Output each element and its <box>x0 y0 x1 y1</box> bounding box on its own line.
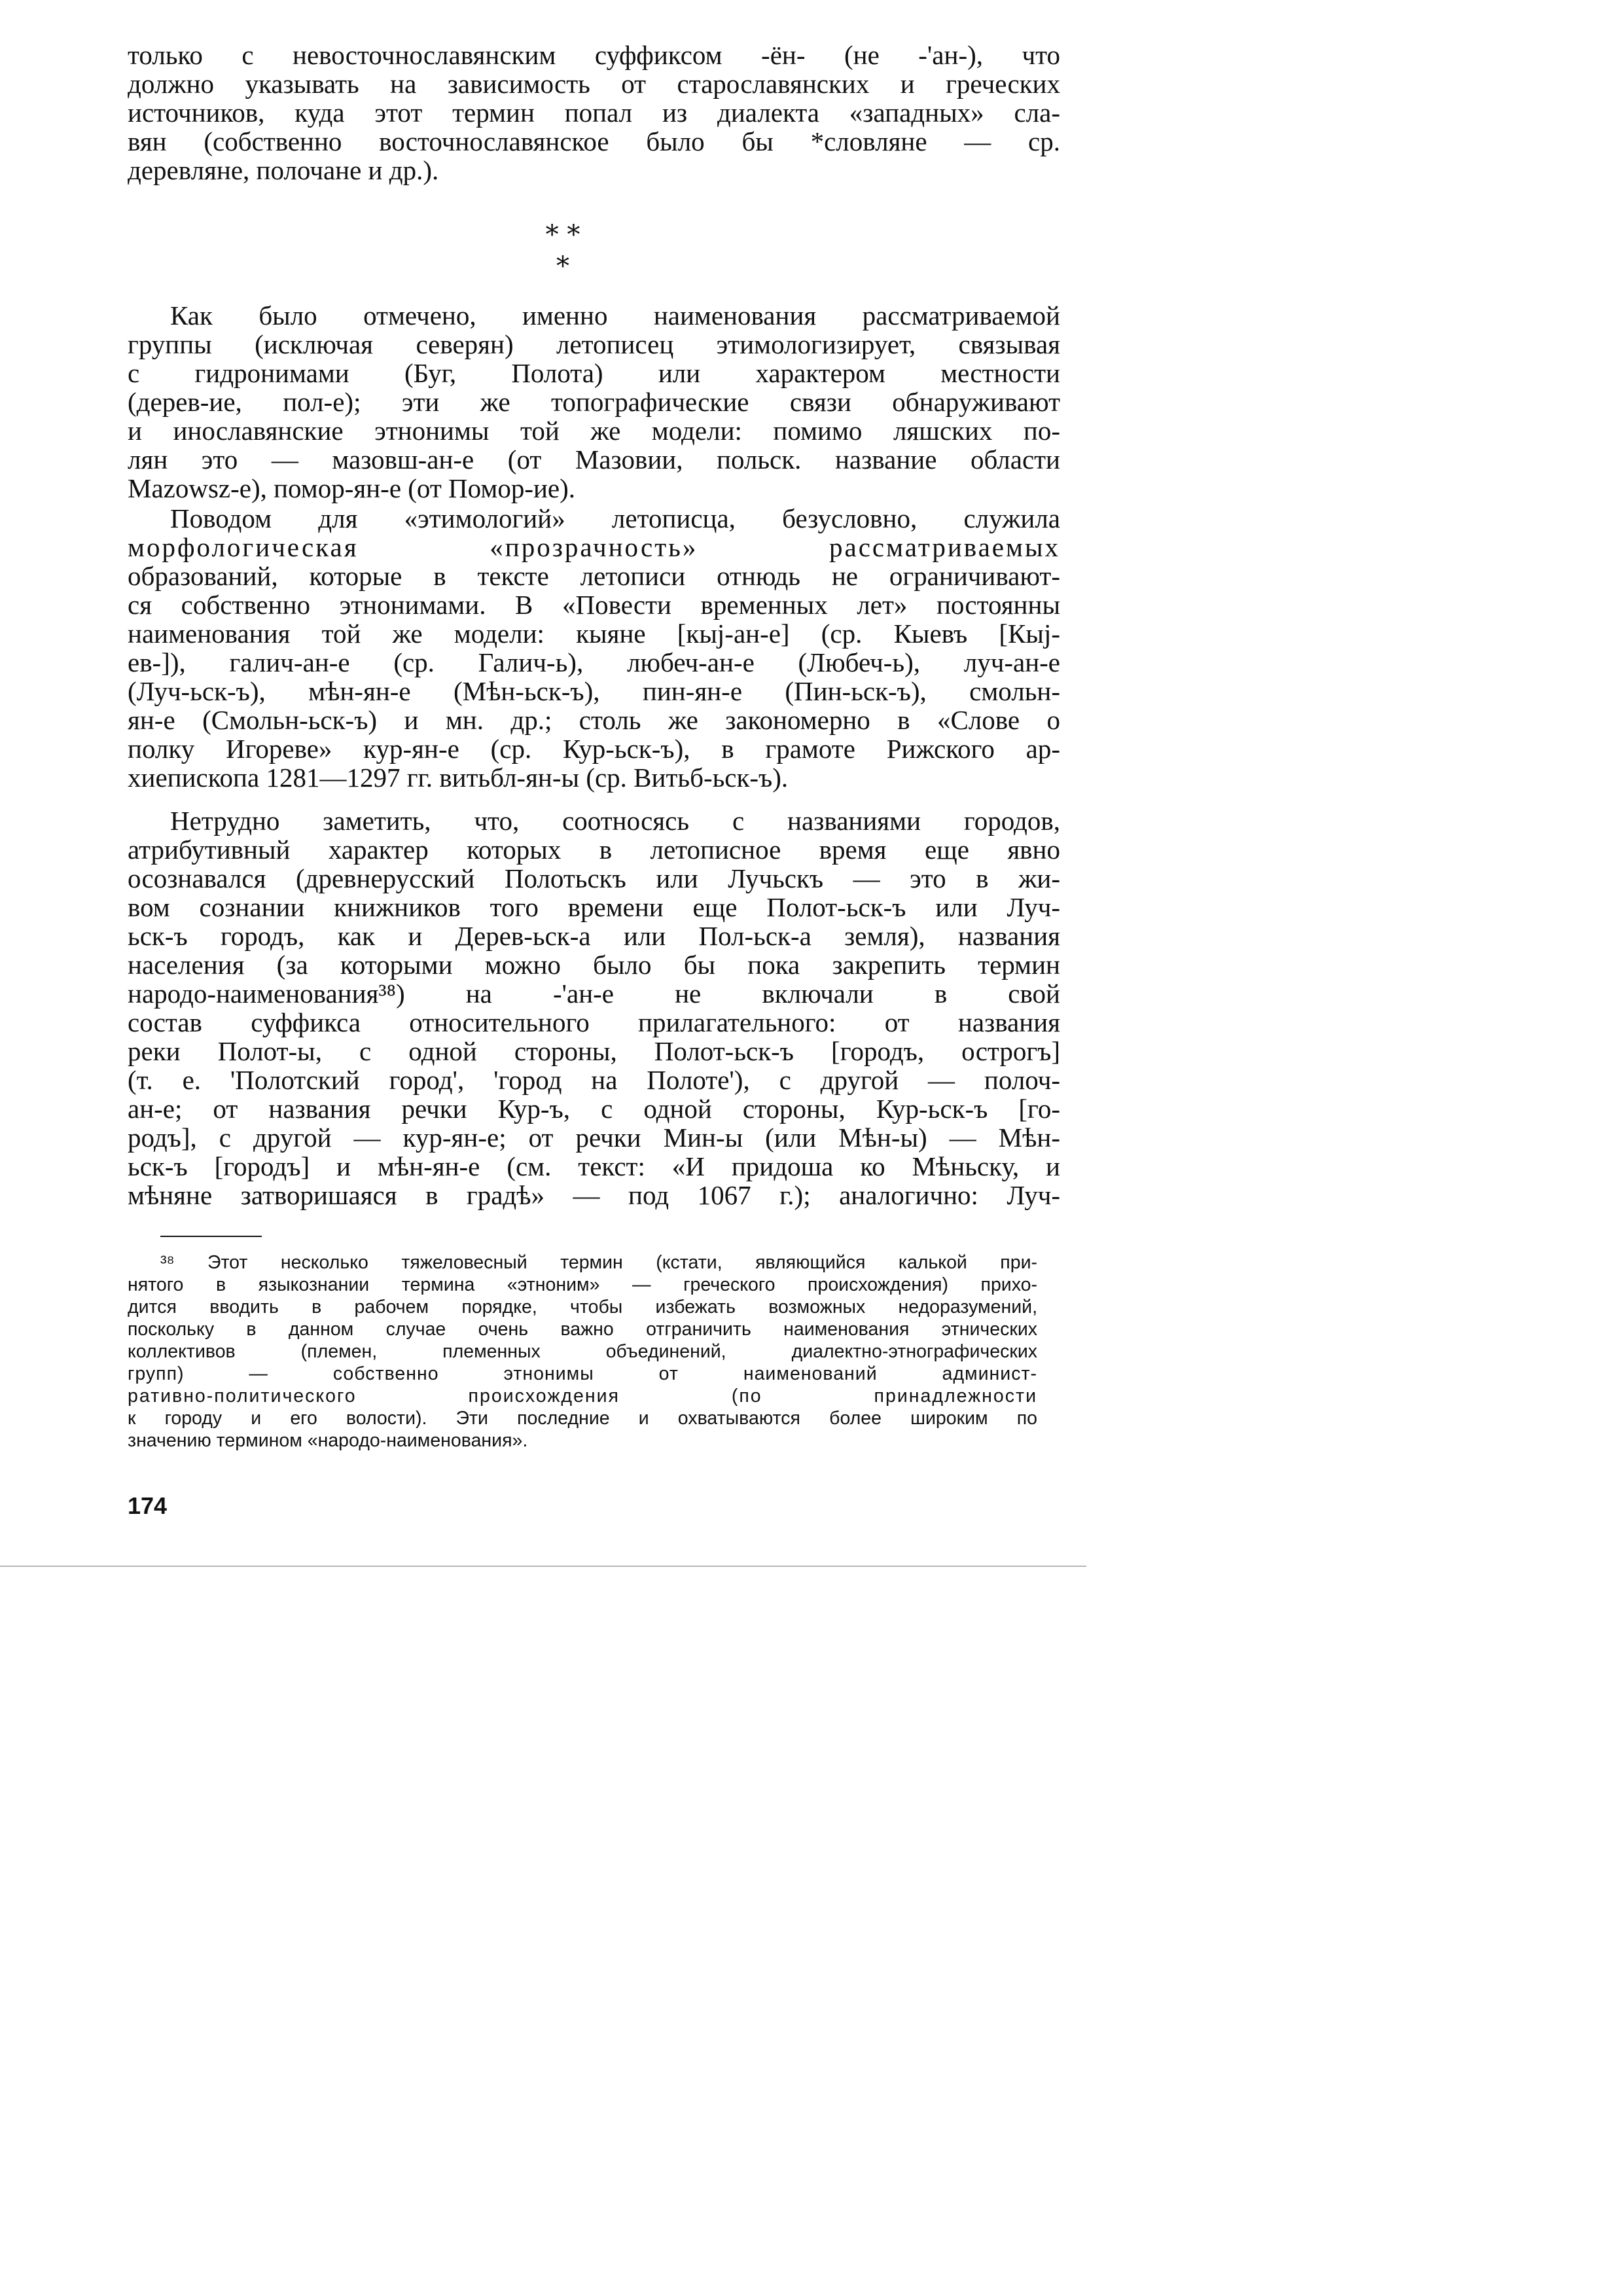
paragraph1-line-6: лян это — мазовш-ан-е (от Мазовии, польск. название области <box>128 444 1060 475</box>
paragraph1-line-4: (дерев-ие, пол-е); эти же топографические связи обнаруживают <box>128 387 1060 417</box>
intro-line-5: деревляне, полочане и др.). <box>128 155 439 185</box>
page-number: 174 <box>128 1492 168 1519</box>
paragraph3-line-9: реки Полот-ы, с одной стороны, Полот-ьск-ъ [городъ, острогъ] <box>128 1036 1060 1066</box>
footnote-line-4: поскольку в данном случае очень важно отграничить наименования этнических <box>128 1319 1037 1340</box>
paragraph2-line-3: образований, которые в тексте летописи отнюдь не ограничивают- <box>128 561 1060 591</box>
paragraph3-line-14: мѣняне затворишаяся в градѣ» — под 1067 г.); аналогично: Луч- <box>128 1180 1060 1210</box>
footnote-line-9: значению термином «народо-наименования». <box>128 1430 528 1451</box>
section-break-asterisks: * * * <box>545 220 580 281</box>
footnote-separator-rule <box>160 1236 262 1237</box>
paragraph3-line-3: осознавался (древнерусский Полотьскъ или Лучьскъ — это в жи- <box>128 863 1060 893</box>
paragraph3-line-13: ьск-ъ [городъ] и мѣн-ян-е (см. текст: «И придоша ко Мѣньску, и <box>128 1151 1060 1181</box>
footnote-line-7: ративно-политического происхождения (по принадлежности <box>128 1386 1037 1407</box>
paragraph2-line-4: ся собственно этнонимами. В «Повести временных лет» постоянны <box>128 590 1060 620</box>
paragraph1-line-7: Mazowsz-e), помор-ян-е (от Помор-ие). <box>128 473 576 503</box>
footnote-line-1: ³⁸ Этот несколько тяжеловесный термин (кстати, являющийся калькой при- <box>160 1252 1037 1273</box>
footnote-line-3: дится вводить в рабочем порядке, чтобы избежать возможных недоразумений, <box>128 1297 1037 1318</box>
paragraph2-line-8: ян-е (Смольн-ьск-ъ) и мн. др.; столь же закономерно в «Слове о <box>128 705 1060 735</box>
paragraph3-line-10: (т. е. 'Полотский город', 'город на Полоте'), с другой — полоч- <box>128 1065 1060 1095</box>
paragraph3-line-2: атрибутивный характер которых в летописное время еще явно <box>128 834 1060 865</box>
paragraph3-line-8: состав суффикса относительного прилагательного: от названия <box>128 1007 1060 1037</box>
paragraph1-line-1: Как было отмечено, именно наименования рассматриваемой <box>170 300 1060 331</box>
intro-line-3: источников, куда этот термин попал из диалекта «западных» сла- <box>128 98 1060 128</box>
paragraph3-line-1: Нетрудно заметить, что, соотносясь с названиями городов, <box>170 806 1060 836</box>
paragraph3-line-12: родъ], с другой — кур-ян-е; от речки Мин-ы (или Мѣн-ы) — Мѣн- <box>128 1122 1060 1153</box>
intro-line-4: вян (собственно восточнославянское было бы *словляне — ср. <box>128 126 1060 156</box>
intro-line-1: только с невосточнославянским суффиксом -ён- (не -'ан-), что <box>128 40 1060 70</box>
footnote-line-6: групп) — собственно этнонимы от наименований админист- <box>128 1363 1037 1384</box>
scan-page-edge <box>0 1566 1086 1567</box>
footnote-line-8: к городу и его волости). Эти последние и охватываются более широким по <box>128 1408 1037 1429</box>
paragraph1-line-5: и инославянские этнонимы той же модели: помимо ляшских по- <box>128 416 1060 446</box>
paragraph3-line-7: народо-наименования³⁸) на -'ан-е не включали в свой <box>128 978 1060 1009</box>
paragraph2-line-1: Поводом для «этимологий» летописца, безусловно, служила <box>170 503 1060 533</box>
intro-line-2: должно указывать на зависимость от старославянских и греческих <box>128 69 1060 99</box>
footnote-line-5: коллективов (племен, племенных объединений, диалектно-этнографических <box>128 1341 1037 1362</box>
paragraph3-line-6: населения (за которыми можно было бы пока закрепить термин <box>128 950 1060 980</box>
paragraph2-line-10: хиепископа 1281—1297 гг. витьбл-ян-ы (ср. Витьб-ьск-ъ). <box>128 762 789 793</box>
paragraph1-line-2: группы (исключая северян) летописец этимологизирует, связывая <box>128 329 1060 359</box>
paragraph2-line-6: ев-]), галич-ан-е (ср. Галич-ь), любеч-ан-е (Любеч-ь), луч-ан-е <box>128 647 1060 677</box>
paragraph3-line-5: ьск-ъ городъ, как и Дерев-ьск-а или Пол-ьск-а земля), названия <box>128 921 1060 951</box>
paragraph2-line-7: (Луч-ьск-ъ), мѣн-ян-е (Мѣн-ьск-ъ), пин-ян-е (Пин-ьск-ъ), смольн- <box>128 676 1060 706</box>
paragraph1-line-3: с гидронимами (Буг, Полота) или характером местности <box>128 358 1060 388</box>
paragraph3-line-4: вом сознании книжников того времени еще Полот-ьск-ъ или Луч- <box>128 892 1060 922</box>
paragraph3-line-11: ан-е; от названия речки Кур-ъ, с одной стороны, Кур-ьск-ъ [го- <box>128 1094 1060 1124</box>
footnote-line-2: нятого в языкознании термина «этноним» — греческого происхождения) прихо- <box>128 1274 1037 1295</box>
paragraph2-line-2: морфологическая «прозрачность» рассматриваемых <box>128 532 1060 562</box>
paragraph2-line-9: полку Игореве» кур-ян-е (ср. Кур-ьск-ъ), в грамоте Рижского ар- <box>128 734 1060 764</box>
paragraph2-line-5: наименования той же модели: кыяне [кыј-ан-е] (ср. Кыевъ [Кыј- <box>128 619 1060 649</box>
